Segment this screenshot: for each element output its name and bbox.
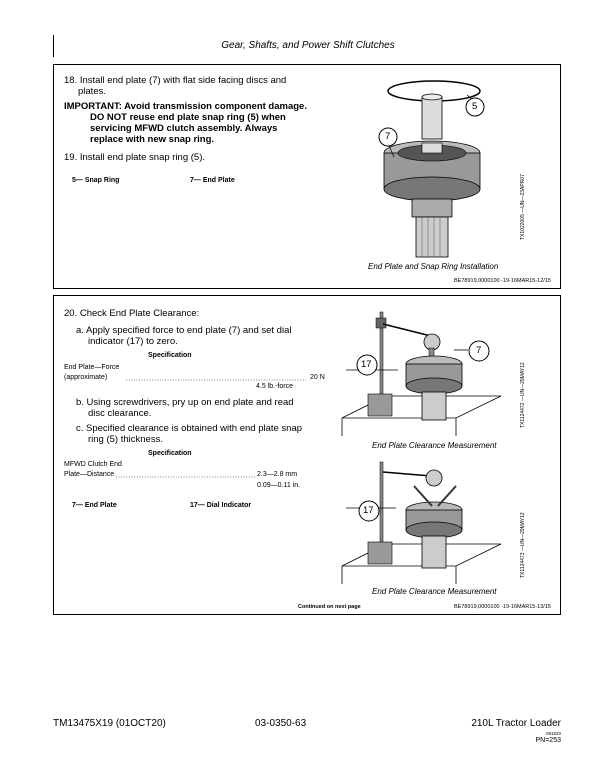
step-20b-line-1: b. Using screwdrivers, pry up on end plate and read [76,397,294,408]
footer-code: 091520 [545,731,561,736]
page-header-title: Gear, Shafts, and Power Shift Clutches [221,40,395,51]
spec1-label-2: (approximate) [64,374,108,381]
important-line-2: DO NOT reuse end plate snap ring (5) when [90,112,286,123]
end-plate-snap-ring-illustration [372,71,522,261]
instruction-panel-2 [53,295,561,615]
spec1-value: 20 N [310,374,325,381]
step-19: 19. Install end plate snap ring (5). [64,152,206,163]
footer-doc-id: TM13475X19 (01OCT20) [53,718,166,729]
legend-end-plate: 7— End Plate [190,177,235,184]
callout-5: 5 [472,101,478,112]
reference-code-2: BE78919,0000100 -19-16MAR15-13/15 [454,604,551,610]
footer-page-number: 03-0350-63 [255,718,307,729]
spec2-label-2: Plate—Distance [64,471,115,478]
instruction-panel-1 [53,64,561,289]
important-line-4: replace with new snap ring. [90,134,215,145]
footer-product: 210L Tractor Loader [471,718,561,729]
figure-id-3: TX1124473 —UN—29MAY12 [520,512,526,578]
spec2-label-1: MFWD Clutch End [64,461,122,468]
spec-title-2: Specification [148,450,192,457]
legend-snap-ring: 5— Snap Ring [72,177,120,184]
important-line-3: servicing MFWD clutch assembly. Always [90,123,278,134]
page-header [53,35,562,57]
callout-7: 7 [385,131,391,142]
callout-7b: 7 [476,345,482,356]
step-20a-line-2: indicator (17) to zero. [88,336,178,347]
step-20: 20. Check End Plate Clearance: [64,308,200,319]
spec2-alt-value: 0.09—0.11 in. [257,482,301,489]
spec2-value: 2.3—2.8 mm [257,471,298,478]
figure-caption-1: End Plate and Snap Ring Installation [368,262,499,271]
footer-pn: PN=253 [535,737,561,744]
figure-id-2: TX1124472 —UN—29MAY12 [520,362,526,428]
step-18-line-1: 18. Install end plate (7) with flat side facing discs and [64,75,287,86]
step-20b-line-2: disc clearance. [88,408,152,419]
callout-17b: 17 [363,505,374,516]
spec-title-1: Specification [148,352,192,359]
reference-code-1: BE78919,0000100 -19-16MAR15-12/15 [454,278,551,284]
step-18-line-2: plates. [78,86,106,97]
figure-id-1: TX1022005 —UN—23APR07 [520,174,526,240]
figure-caption-2: End Plate Clearance Measurement [372,441,497,450]
callout-17a: 17 [361,359,372,370]
figure-caption-3: End Plate Clearance Measurement [372,587,497,596]
spec1-label-1: End Plate—Force [64,364,120,371]
legend-end-plate-2: 7— End Plate [72,502,117,509]
step-20c-line-2: ring (5) thickness. [88,434,163,445]
continued-note: Continued on next page [298,604,361,610]
legend-dial-indicator: 17— Dial Indicator [190,502,252,509]
spec1-alt-value: 4.5 lb.-force [256,383,293,390]
step-20a-line-1: a. Apply specified force to end plate (7) and set dial [76,325,292,336]
step-20c-line-1: c. Specified clearance is obtained with end plate snap [76,423,303,434]
spec2-leader-dots [116,475,256,479]
important-line-1: IMPORTANT: Avoid transmission component damage. [64,101,307,112]
